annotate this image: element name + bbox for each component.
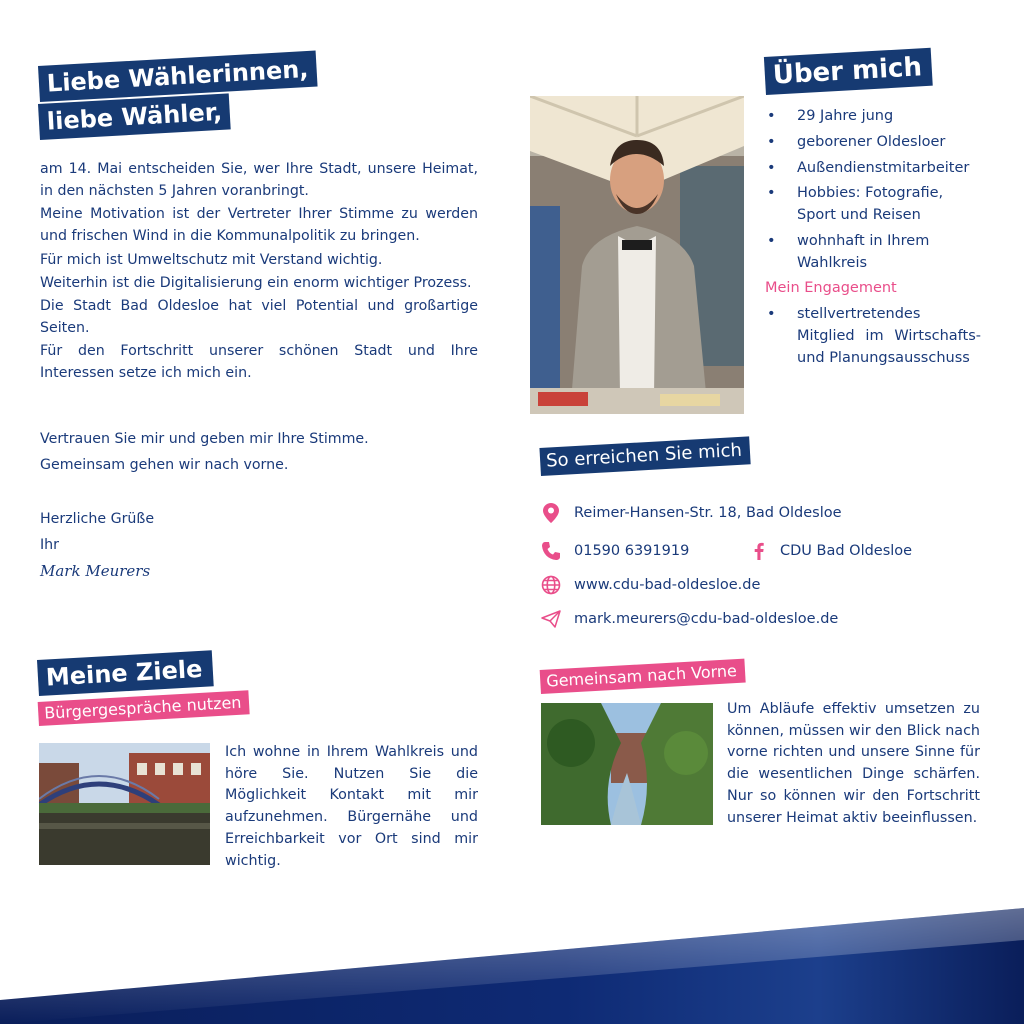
goals-text1: Ich wohne in Ihrem Wahlkreis und höre Sie. Nutzen Sie die Möglichkeit Kontakt mit mir aufzunehmen. Bürgernähe und Erreichbarkeit vor Ort sind mir wichtig.	[225, 744, 478, 869]
letter-closing	[40, 428, 478, 477]
letter-body	[40, 158, 478, 386]
globe-icon	[540, 574, 562, 596]
letter-paragraph: Für mich ist Umweltschutz mit Verstand wichtig.	[40, 251, 383, 268]
closing-line-1: Vertrauen Sie mir und geben mir Ihre Stimme.	[40, 431, 369, 447]
about-item: • wohnhaft in Ihrem Wahlkreis	[765, 231, 981, 275]
canal-photo	[541, 703, 713, 825]
paper-plane-icon	[540, 608, 562, 630]
contact-website[interactable]	[540, 574, 760, 596]
goals-text2: Um Abläufe effektiv umsetzen zu können, müssen wir den Blick nach vorne richten und unsere Sinne für die wesentlichen Dinge schärfen. Nur so können wir den Fortschritt unserer Heimat aktiv beeinflussen.	[727, 701, 980, 826]
phone-icon	[540, 540, 562, 562]
goals-title: Meine Ziele	[37, 650, 213, 696]
engagement-item: • stellvertretendes Mitglied im Wirtschafts- und Planungsausschuss	[765, 304, 981, 369]
facebook-icon	[752, 540, 766, 562]
goals-sub1: Bürgergespräche nutzen	[38, 690, 250, 726]
portrait-photo	[530, 96, 744, 414]
greeting-line2: liebe Wähler,	[38, 93, 231, 140]
ihr-text: Ihr	[40, 537, 60, 554]
contact-title: So erreichen Sie mich	[539, 436, 750, 476]
address-text: Reimer-Hansen-Str. 18, Bad Oldesloe	[574, 505, 842, 521]
engagement-list	[765, 304, 981, 369]
signature: Mark Meurers	[40, 562, 151, 581]
facebook-text: CDU Bad Oldesloe	[780, 543, 913, 559]
about-item: • geborener Oldesloer	[765, 132, 981, 154]
engagement-title: Mein Engagement	[765, 280, 897, 297]
letter-paragraph: Meine Motivation ist der Vertreter Ihrer Stimme zu werden und frischen Wind in die Kommunalpolitik zu bringen.	[40, 206, 478, 245]
letter-paragraph: Die Stadt Bad Oldesloe hat viel Potential und großartige Seiten.	[40, 297, 478, 337]
about-item: • Außendienstmitarbeiter	[765, 158, 981, 180]
about-item: • Hobbies: Fotografie, Sport und Reisen	[765, 183, 981, 227]
contact-address[interactable]	[540, 502, 842, 524]
about-item: • 29 Jahre jung	[765, 106, 981, 128]
contact-facebook[interactable]	[752, 540, 912, 562]
website-text: www.cdu-bad-oldesloe.de	[574, 577, 761, 593]
about-title: Über mich	[764, 48, 933, 95]
contact-phone[interactable]	[540, 540, 689, 562]
about-list	[765, 106, 981, 274]
contact-email[interactable]	[540, 608, 838, 630]
bridge-illustration	[39, 743, 210, 865]
map-pin-icon	[540, 502, 562, 524]
canal-illustration	[541, 703, 713, 825]
letter-signoff	[40, 508, 340, 585]
letter-paragraph: Weiterhin ist die Digitalisierung ein enorm wichtiger Prozess.	[40, 274, 472, 291]
email-text: mark.meurers@cdu-bad-oldesloe.de	[574, 611, 839, 627]
letter-paragraph: Für den Fortschritt unserer schönen Stadt und Ihre Interessen setze ich mich ein.	[40, 343, 478, 382]
regards-text: Herzliche Grüße	[40, 511, 155, 527]
greeting-line1: Liebe Wählerinnen,	[38, 51, 317, 102]
goals-sub2: Gemeinsam nach Vorne	[540, 659, 746, 694]
footer-wave	[0, 900, 1024, 1024]
bridge-photo	[39, 743, 210, 865]
portrait-illustration	[530, 96, 744, 414]
about-section	[765, 106, 981, 373]
letter-paragraph: am 14. Mai entscheiden Sie, wer Ihre Stadt, unsere Heimat, in den nächsten 5 Jahren voranbringt.	[40, 161, 478, 200]
phone-text: 01590 6391919	[574, 543, 690, 559]
closing-line-2: Gemeinsam gehen wir nach vorne.	[40, 457, 289, 474]
